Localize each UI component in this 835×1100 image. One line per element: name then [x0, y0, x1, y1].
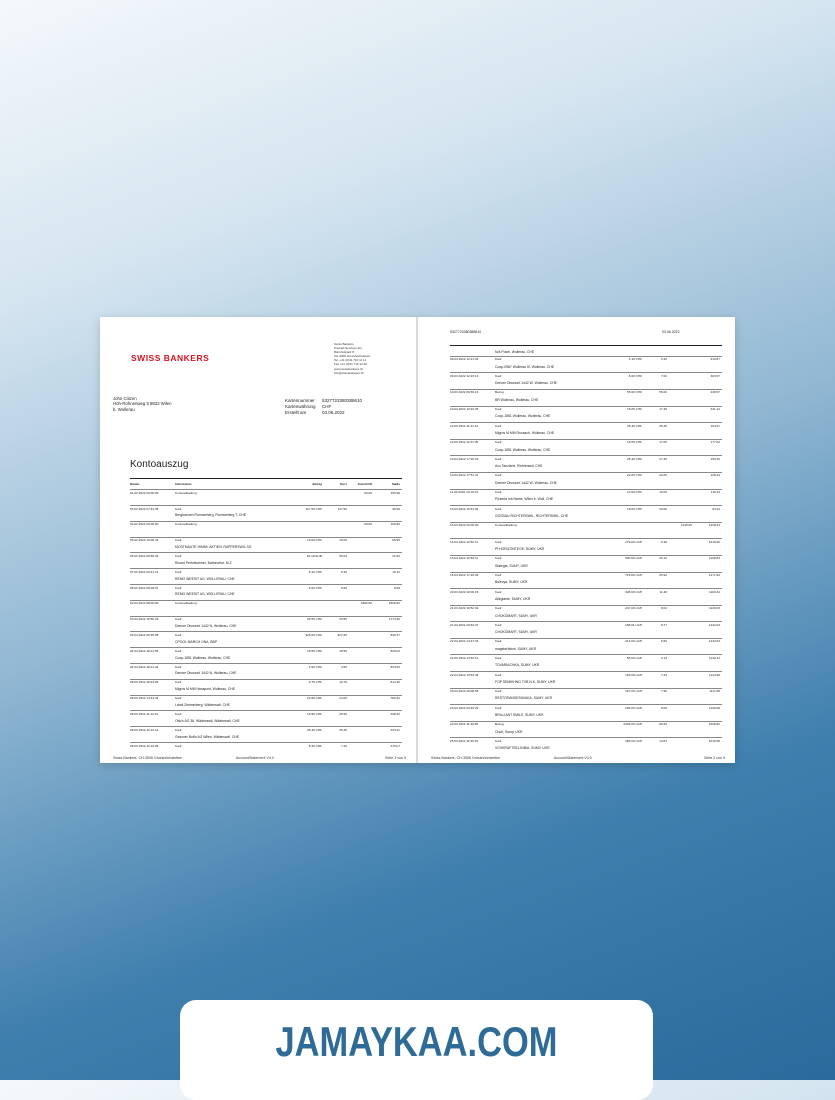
row-date: 21.03.2022 20:52:27: [450, 622, 479, 627]
row-rate: 5.40: [340, 569, 347, 574]
table-row: [130, 489, 402, 505]
row-amount: 55.00 CHF: [627, 390, 642, 395]
row-credit: 60.00: [364, 490, 372, 495]
table-row: [130, 647, 402, 663]
table-row: [130, 679, 402, 695]
row-balance: 21.52: [392, 553, 400, 558]
row-amount: 247.00 UAH: [625, 606, 642, 611]
row-amount: 389.00 UAH: [625, 738, 642, 743]
row-amount: 926.00 CHF: [305, 632, 322, 637]
row-description: CHOKOMART, SUMY, UKR: [495, 613, 537, 618]
row-rate: 11.48: [659, 589, 667, 594]
row-type: Kauf: [175, 711, 182, 716]
row-description: GOSSAU RICHTERSWIL, RICHTERSWIL, CHE: [495, 513, 569, 518]
row-date: 10.03.2022 11:51:05: [450, 440, 479, 445]
row-balance: 85.95: [392, 538, 400, 543]
row-rate: 6.50: [660, 639, 667, 644]
table-row: [450, 372, 722, 389]
row-amount: 25.30 CHF: [627, 456, 642, 461]
row-description: Denner Discount 1442 W, Wollerau, CHE: [495, 480, 557, 485]
row-type: Kauf: [175, 569, 182, 574]
row-description: Coop-0987 Wollerau III, Wollerau, CHE: [495, 364, 555, 369]
row-rate: 5.50: [340, 585, 347, 590]
row-amount: 18.00 CHF: [627, 506, 642, 511]
row-date: 08.02.2022 08:09:07: [130, 585, 159, 590]
row-rate: 24.00: [339, 696, 347, 701]
row-amount: 34.55 CHF: [307, 617, 322, 622]
row-rate: 34.55: [339, 617, 347, 622]
row-amount: 5.40 CHF: [308, 569, 322, 574]
row-date: 03.02.2022 07:44:35: [130, 506, 159, 511]
row-rate: 8.00: [660, 705, 667, 710]
row-balance: 1015.08: [708, 738, 720, 743]
row-date: 25.03.2022 11:50:15: [450, 738, 479, 743]
row-balance: 1142.03: [709, 622, 720, 627]
row-type: Kauf: [495, 738, 502, 743]
row-type: Bezug: [495, 390, 504, 395]
table-row: [450, 621, 722, 638]
row-amount: 5.50 CHF: [308, 585, 322, 590]
table-row: [130, 537, 402, 553]
table-row: [450, 489, 722, 506]
table-row: [450, 406, 722, 423]
table-row: [450, 671, 722, 688]
row-type: Kauf: [495, 473, 502, 478]
table-row: [450, 737, 722, 754]
row-rate: 25.90: [339, 711, 347, 716]
row-description: Landi Zimmerberg, Wädenswil, CHE: [175, 703, 230, 708]
table-row: [130, 695, 402, 711]
table-row: N/A Posei. Wollerau, CHE: [495, 349, 535, 354]
table-row: [450, 654, 722, 671]
table-row: [130, 726, 402, 742]
row-date: 10.03.2022 17:20:23: [450, 456, 479, 461]
table-row: [130, 552, 402, 568]
row-description: Migros M MM Hanspost, Wollerau, CHE: [175, 687, 236, 692]
row-credit: 60.00: [364, 522, 372, 527]
row-date: 10.03.2022 11:41:13: [450, 423, 479, 428]
row-amount: 9.75 CHF: [308, 680, 322, 685]
table-row: [450, 704, 722, 721]
row-type: Kauf: [175, 553, 182, 558]
row-date: 23.03.2022 20:45:29: [450, 705, 479, 710]
row-type: Kauf: [175, 632, 182, 637]
row-date: 01.02.2022 00:00:00: [130, 490, 159, 495]
row-description: CPOOL MARCH ONA, BBP: [175, 639, 218, 644]
row-balance: 823.52: [390, 664, 400, 669]
row-date: 21.03.2022 19:52:32: [450, 606, 479, 611]
row-description: Avo Tanzlerie, Richterswil, CHE: [495, 464, 543, 469]
transaction-table: [130, 478, 402, 758]
row-description: Ricard Petroleumser, Bahnhofstr. M.Z.: [175, 560, 233, 565]
row-type: Kauf: [175, 680, 182, 685]
watermark-banner: [180, 1000, 653, 1100]
row-description: CHOKOMART, SUMY, UKR: [495, 630, 537, 635]
row-type: Kauf: [495, 556, 502, 561]
card-meta: Kartennummer 5327723380388610 Kartenwährung CHF Erstellt am 03.06.2022: [285, 398, 363, 416]
row-balance: 846.37: [390, 632, 400, 637]
table-row: [450, 638, 722, 655]
row-type: Kauf: [495, 606, 502, 611]
table-row: [450, 605, 722, 622]
row-balance: 368.32: [390, 711, 400, 716]
row-description: TOVARIACHKA, SUMY, UKR: [495, 663, 540, 668]
row-balance: 248.57: [710, 390, 720, 395]
row-balance: 1774.36: [388, 617, 400, 622]
row-amount: 18.55 CHF: [307, 648, 322, 653]
row-description: Otto's AG 36, Wädenswil, Wädenswil, CHE: [175, 718, 240, 723]
row-rate: 65.04: [339, 553, 347, 558]
row-description: BRILLIANT SMILE, SUMY, UKR: [495, 713, 544, 718]
table-row: [450, 688, 722, 705]
row-description: Coop-1851 Wollerau, Wollerau, CHE: [175, 655, 231, 660]
row-description: VOVKRAFTSELJNBIA, SUMY, UKR: [495, 746, 550, 751]
row-amount: 4.10 CHF: [628, 357, 642, 362]
row-description: PI HORIZONTEGE, SUMY, UKR: [495, 547, 545, 552]
row-amount: 600.00 UAH: [625, 556, 642, 561]
row-balance: 150.29: [710, 456, 720, 461]
row-description: MOSTMAUTE HIMMI. AKTIEN, RAPPERSWIL SG: [175, 545, 252, 550]
row-amount: 214.00 UAH: [625, 639, 642, 644]
row-amount: 279.00 UAH: [625, 539, 642, 544]
row-type: Kauf: [495, 655, 502, 660]
watermark-text: JAMAYKAA.COM: [275, 1018, 558, 1065]
row-type: Kauf: [495, 639, 502, 644]
row-balance: 1228.44: [708, 523, 720, 528]
row-rate: 27.30: [659, 456, 667, 461]
row-rate: 8.04: [660, 606, 667, 611]
row-balance: 1028.82: [708, 722, 720, 727]
row-balance: 1109.08: [709, 705, 720, 710]
row-rate: 55.00: [659, 390, 667, 395]
row-date: 16.03.2022 10:52:11: [450, 539, 479, 544]
row-rate: 2.13: [660, 655, 667, 660]
row-rate: 10.70: [339, 680, 347, 685]
row-date: 23.03.2022 20:08:55: [450, 689, 479, 694]
row-date: 06.02.2022 08:55:33: [130, 553, 159, 558]
row-description: RESTORANGESAVAKA, SUMY, UKR: [495, 696, 553, 701]
row-credit: 1800.00: [360, 601, 372, 606]
row-balance: 8.95: [393, 585, 400, 590]
row-balance: 194.67: [710, 423, 720, 428]
row-type: Kauf: [495, 506, 502, 511]
row-balance: 1132.41: [709, 655, 720, 660]
table-row: [130, 584, 402, 600]
statement-document: [100, 317, 735, 763]
row-balance: 156.99: [390, 490, 400, 495]
row-description: Allegiante, SUMY, UKR: [495, 596, 531, 601]
row-description: Bulevya, SUMY, UKR: [495, 580, 528, 585]
row-type: Kauf: [495, 357, 502, 362]
row-rate: 8.77: [660, 622, 667, 627]
row-type: Kontoaufladung: [495, 523, 517, 528]
row-amount: 15.00 CHF: [307, 538, 322, 543]
page-footer: Swiss Bankers, CH-3506 Grosshöchstetten AccountStatement V4.0 Seite 2 von 5: [431, 756, 725, 760]
row-date: 10.03.2022 09:59:13: [450, 390, 479, 395]
row-rate: 18.55: [339, 648, 347, 653]
row-type: Kontoaufladung: [175, 522, 197, 527]
table-row: [130, 521, 402, 537]
row-rate: 20.12: [659, 556, 667, 561]
customer-address: John Citizen Höh-Rohnenweg 5 8832 Wilen b. Wollerau: [113, 396, 172, 412]
table-row: [130, 568, 402, 584]
row-type: Kauf: [175, 506, 182, 511]
row-date: 03.03.2022 18:50:33: [130, 617, 159, 622]
row-date: 03.03.2022 06:35:05: [130, 632, 159, 637]
row-description: FOP SEMIKHNO TVB N.K, SUMY, UKR: [495, 679, 556, 684]
row-amount: 117.50 CHF: [305, 506, 322, 511]
transaction-table: [450, 345, 722, 754]
row-balance: 16.12: [392, 569, 400, 574]
row-date: 08.03.2022 12:16:08: [130, 743, 159, 748]
row-description: REMO WEESIT AG, WOLLERAU, CHE: [175, 576, 235, 581]
table-row: [450, 538, 722, 555]
table-row: [130, 505, 402, 521]
row-type: Kauf: [495, 622, 502, 627]
row-amount: 18.05 CHF: [627, 407, 642, 412]
row-description: Stategia, SUMY, UKR: [495, 563, 528, 568]
table-row: [130, 663, 402, 679]
row-type: Kauf: [495, 705, 502, 710]
row-type: Kauf: [495, 456, 502, 461]
row-date: 23.03.2022 11:39:55: [450, 722, 479, 727]
row-rate: 36.45: [659, 423, 667, 428]
row-date: 07.02.2022 09:41:14: [130, 569, 159, 574]
row-date: 09.03.2022 12:23:13: [450, 373, 479, 378]
row-balance: 231.12: [710, 407, 720, 412]
row-amount: 58.00 UAH: [626, 655, 642, 660]
row-rate: 12.00: [659, 490, 667, 495]
row-type: Kauf: [495, 573, 502, 578]
row-balance: 93.44: [712, 506, 720, 511]
row-date: 06.03.2022 13:44:34: [130, 696, 159, 701]
row-date: 22.03.2022 13:53:43: [450, 672, 479, 677]
row-balance: 100.95: [390, 522, 400, 527]
table-row: [450, 389, 722, 406]
row-date: 08.03.2022 11:12:01: [130, 711, 159, 716]
statement-page-1: [100, 317, 416, 763]
row-rate: 117.50: [337, 506, 347, 511]
row-balance: 814.30: [390, 680, 400, 685]
row-amount: 168.01 UAH: [625, 622, 642, 627]
row-type: Kauf: [495, 589, 502, 594]
row-balance: 177.62: [710, 440, 720, 445]
row-type: Bezug: [495, 722, 504, 727]
row-type: Kauf: [175, 696, 182, 701]
row-description: Pizzeria mit Name, Wilen b. Woll, CHE: [495, 497, 554, 502]
table-row: [450, 356, 722, 373]
row-type: Kauf: [175, 617, 182, 622]
row-rate: 7.90: [660, 689, 667, 694]
row-description: mageiaHistori, SUMY, UKR: [495, 646, 537, 651]
row-amount: 15.95 CHF: [307, 711, 322, 716]
row-rate: 927.60: [337, 632, 347, 637]
row-date: 22.03.2022 13:37:33: [450, 639, 479, 644]
row-type: Kauf: [175, 664, 182, 669]
row-amount: 23.90 CHF: [307, 696, 322, 701]
row-type: Kauf: [495, 689, 502, 694]
row-balance: 1124.98: [709, 672, 720, 677]
row-date: 16.03.2022 10:51:02: [450, 506, 479, 511]
row-type: Kontoaufladung: [175, 601, 197, 606]
row-type: Kauf: [495, 672, 502, 677]
row-rate: 7.00: [660, 373, 667, 378]
row-date: 04.03.2022 18:21:42: [130, 664, 159, 669]
row-date: 16.03.2022 17:26:03: [450, 573, 479, 578]
row-amount: 328.00 UAH: [625, 589, 642, 594]
row-balance: 1117.08: [709, 689, 720, 694]
row-date: 09.03.2022 12:21:03: [450, 357, 479, 362]
row-amount: 12.00 CHF: [627, 490, 642, 495]
table-row: [130, 616, 402, 632]
row-balance: 1808.92: [388, 601, 400, 606]
row-date: 04.03.2022 18:21:56: [130, 648, 159, 653]
row-date: 10.03.2022 10:40:25: [450, 407, 479, 412]
row-rate: 17.05: [659, 440, 667, 445]
row-type: Kauf: [175, 585, 182, 590]
row-amount: 45.45 CHF: [307, 727, 322, 732]
row-amount: 18.05 CHF: [627, 440, 642, 445]
bank-logo: SWISS BANKERS: [131, 353, 210, 363]
row-balance: 116.44: [710, 490, 720, 495]
row-date: 10.03.2022 17:51:47: [450, 473, 479, 478]
row-date: 04.02.2022 00:00:00: [130, 522, 159, 527]
row-balance: 828.02: [390, 648, 400, 653]
row-balance: 315.07: [390, 743, 400, 748]
transaction-rows: [130, 489, 402, 758]
row-balance: 39.59: [392, 506, 400, 511]
row-rate: 17.45: [659, 407, 667, 412]
row-credit: 1135.00: [681, 523, 692, 528]
row-date: 16.03.2022 00:00:00: [450, 523, 479, 528]
row-balance: 1218.96: [708, 539, 720, 544]
table-row: [450, 522, 722, 539]
row-rate: 13.81: [659, 738, 667, 743]
transaction-rows: [450, 356, 722, 754]
row-date: 20.03.2022 10:06:15: [450, 589, 479, 594]
statement-page-2: [418, 317, 735, 763]
row-description: Coop-1851 Wollerau, Wollerau, CHE: [495, 414, 551, 419]
table-header: Datum Information Betrag Kurs Gutschrift Saldo: [130, 481, 400, 486]
row-date: 22.03.2022 13:53:13: [450, 655, 479, 660]
row-amount: 8.40 CHF: [308, 743, 322, 748]
row-type: Kauf: [495, 407, 502, 412]
table-row: [130, 600, 402, 616]
row-balance: 789.42: [390, 696, 400, 701]
row-rate: 7.43: [660, 672, 667, 677]
row-rate: 4.50: [340, 664, 347, 669]
row-balance: 1134.53: [709, 639, 720, 644]
row-balance: 310.67: [710, 357, 720, 362]
row-type: Kauf: [175, 743, 182, 748]
row-rate: 5.10: [660, 357, 667, 362]
row-date: 05.02.2022 10:06:44: [130, 538, 159, 543]
table-row: [450, 572, 722, 589]
row-rate: 20.00: [659, 506, 667, 511]
row-description: BR Wollerau, Wollerau, CHE: [495, 397, 539, 402]
row-amount: 197.00 UAH: [625, 689, 642, 694]
row-type: Kauf: [495, 490, 502, 495]
row-type: Kauf: [175, 648, 182, 653]
row-balance: 1198.84: [709, 556, 720, 561]
row-description: Chub, Sumy, UKR: [495, 729, 523, 734]
row-amount: 22.00 CHF: [627, 473, 642, 478]
row-amount: 715.00 UAH: [625, 573, 642, 578]
row-date: 11.03.2022 10:19:01: [450, 490, 479, 495]
row-description: Migros M MM Roosach, Wollerau, CHE: [495, 430, 555, 435]
row-rate: 15.00: [339, 538, 347, 543]
row-balance: 303.57: [710, 373, 720, 378]
table-row: [450, 439, 722, 456]
row-description: Gessner Boffo AG Wilen, Wädenswil, CHE: [175, 734, 240, 739]
row-type: Kauf: [495, 539, 502, 544]
row-date: 16.03.2022 10:53:11: [450, 556, 479, 561]
row-rate: 7.40: [340, 743, 347, 748]
row-type: Kauf: [495, 440, 502, 445]
row-rate: 80.26: [659, 722, 667, 727]
table-row: [130, 631, 402, 647]
row-amount: 2366.00 UAH: [623, 722, 642, 727]
row-balance: 1171.92: [709, 573, 720, 578]
row-balance: 128.44: [710, 473, 720, 478]
row-amount: 193.00 UAH: [625, 672, 642, 677]
statement-title: Kontoauszug: [130, 459, 189, 470]
table-row: [450, 555, 722, 572]
row-description: Denner Discount 1442 N, Wollerau, CHE: [175, 624, 237, 629]
table-row: [450, 455, 722, 472]
row-date: 08.03.2022 12:12:14: [130, 727, 159, 732]
page-footer: Swiss Bankers, CH-3506 Grosshöchstetten AccountStatement V4.0 Seite 1 von 5: [113, 756, 406, 760]
row-amount: 64.18 EUR: [306, 553, 322, 558]
row-date: 06.03.2022 18:43:06: [130, 680, 159, 685]
table-row: [450, 422, 722, 439]
row-description: Bergbahnen Flumserberg, Flumserberg T, CHE: [175, 513, 246, 518]
row-rate: 22.00: [659, 473, 667, 478]
row-balance: 1160.44: [709, 589, 720, 594]
row-type: Kauf: [175, 538, 182, 543]
table-row: [450, 588, 722, 605]
row-amount: 35.45 CHF: [627, 423, 642, 428]
row-description: Coop-1851 Wollerau, Wollerau, CHE: [495, 447, 551, 452]
table-row: [450, 472, 722, 489]
row-amount: 206.00 UAH: [625, 705, 642, 710]
table-row: [450, 505, 722, 522]
row-balance: 1149.63: [709, 606, 720, 611]
row-rate: 25.92: [659, 573, 667, 578]
table-row: [130, 710, 402, 726]
table-row: [450, 721, 722, 738]
bank-address: Swiss Bankers Prepaid Services AG Bahnhofplatz 8 CH-3000 Grosshöchstetten Tel. +41 (0)31 710 11 11 Fax +41 (0)31 710 12 00 www.swissbankers.ch info@swissbankers.ch: [334, 342, 371, 375]
page-header: 5327723380388610 03.06.2022: [450, 330, 680, 334]
row-type: Kauf: [175, 727, 182, 732]
row-type: Kauf: [495, 423, 502, 428]
row-amount: 4.50 CHF: [308, 664, 322, 669]
row-description: Denner Discount 1442 N, Wollerau, CHE: [175, 671, 237, 676]
row-description: Denner Discount 1442 W, Wollerau, CHE: [495, 381, 557, 386]
row-date: 02.03.2022 08:00:00: [130, 601, 159, 606]
row-rate: 45.45: [339, 727, 347, 732]
row-type: Kontoaufladung: [175, 490, 197, 495]
row-type: Kauf: [495, 373, 502, 378]
row-balance: 323.27: [390, 727, 400, 732]
row-amount: 8.00 CHF: [628, 373, 642, 378]
row-rate: 9.48: [660, 539, 667, 544]
row-description: REMO WEESIT AG, WOLLERAU, CHE: [175, 592, 235, 597]
